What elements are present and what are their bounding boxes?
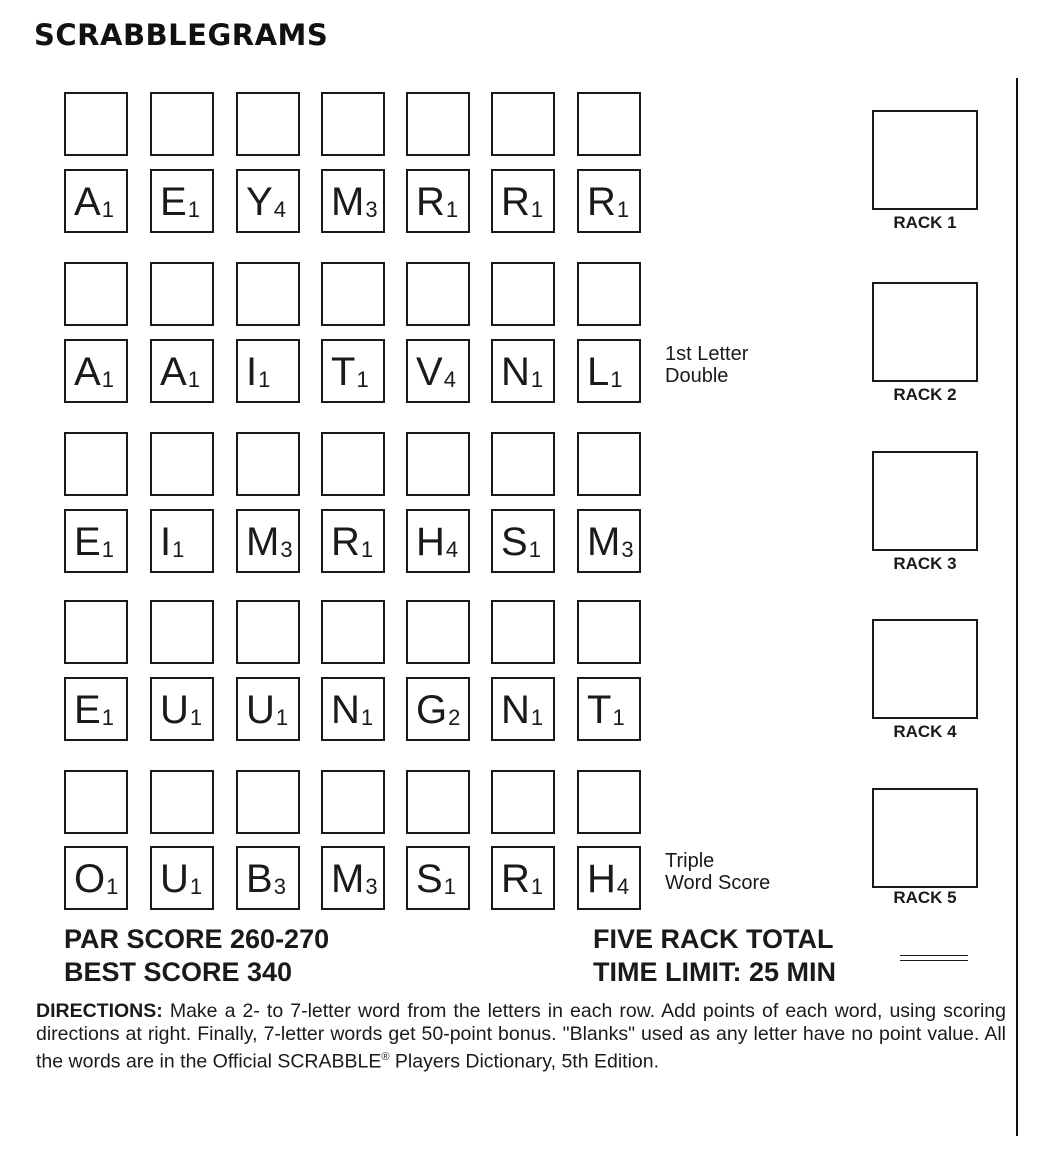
letter-tile[interactable]: [150, 846, 214, 910]
tile-face: [160, 518, 184, 574]
rack-score-box[interactable]: [872, 788, 978, 888]
letter-tile[interactable]: [406, 846, 470, 910]
tile-points: 1: [530, 705, 544, 730]
tile-points: 1: [610, 367, 623, 392]
answer-square[interactable]: [321, 770, 385, 834]
tile-letter: M: [587, 520, 621, 564]
answer-square[interactable]: [236, 600, 300, 664]
letter-tile[interactable]: [577, 677, 641, 741]
five-rack-total-entry[interactable]: [900, 955, 968, 961]
time-limit: TIME LIMIT: 25 MIN: [593, 957, 836, 987]
tile-points: 1: [189, 874, 203, 899]
answer-square[interactable]: [491, 92, 555, 156]
tile-letter: N: [331, 688, 360, 732]
letter-tile[interactable]: [64, 169, 128, 233]
puzzle-title: SCRABBLEGRAMS: [34, 18, 329, 52]
letter-tile[interactable]: [577, 509, 641, 573]
letter-tile[interactable]: [321, 509, 385, 573]
letter-tile[interactable]: [577, 846, 641, 910]
tile-face: [416, 855, 456, 911]
tile-face: [587, 348, 623, 404]
answer-square[interactable]: [150, 432, 214, 496]
rack-label: RACK 4: [893, 722, 957, 741]
answer-square[interactable]: [406, 432, 470, 496]
letter-tile[interactable]: [150, 509, 214, 573]
tile-points: 3: [621, 537, 634, 562]
tile-face: [587, 518, 634, 574]
tile-letter: E: [160, 180, 187, 224]
answer-square[interactable]: [236, 262, 300, 326]
answer-square[interactable]: [577, 262, 641, 326]
tile-face: [74, 855, 118, 911]
letter-tile[interactable]: [577, 339, 641, 403]
tile-points: 1: [356, 367, 369, 392]
letter-tile[interactable]: [406, 509, 470, 573]
tile-letter: I: [160, 520, 172, 564]
tile-letter: A: [160, 350, 187, 394]
tile-letter: H: [587, 857, 616, 901]
tile-points: 4: [616, 874, 630, 899]
rack-label: RACK 2: [893, 385, 957, 404]
tile-face: [246, 178, 286, 234]
tile-face: [160, 178, 200, 234]
tile-points: 1: [258, 367, 271, 392]
tile-face: [331, 686, 373, 742]
tile-face: [160, 686, 202, 742]
directions-text: [36, 1000, 1006, 1074]
letter-tile[interactable]: [491, 846, 555, 910]
tile-points: 3: [365, 197, 378, 222]
row-bonus-note: Triple Word Score: [665, 850, 771, 894]
tile-face: [246, 686, 288, 742]
rack-score-box[interactable]: [872, 110, 978, 210]
tile-face: [416, 686, 460, 742]
tile-face: [74, 178, 114, 234]
directions-body: Make a 2- to 7-letter word from the letters in each row. Add points of each word, using scoring directions at right. Finally, 7-letter words get 50-point bonus. "Blanks" used as any letter have no point value. All the words are in the Official SCRABBLE: [36, 1000, 1006, 1073]
tile-letter: U: [160, 857, 189, 901]
tile-letter: B: [246, 857, 273, 901]
letter-tile[interactable]: [577, 169, 641, 233]
tile-letter: G: [416, 688, 448, 732]
answer-square[interactable]: [64, 600, 128, 664]
tile-face: [246, 855, 286, 911]
answer-square[interactable]: [236, 432, 300, 496]
tile-letter: U: [160, 688, 189, 732]
answer-square[interactable]: [577, 432, 641, 496]
best-score: BEST SCORE 340: [64, 957, 293, 987]
letter-tile[interactable]: [236, 846, 300, 910]
tile-face: [501, 686, 543, 742]
letter-tile[interactable]: [64, 677, 128, 741]
tile-points: 1: [187, 197, 200, 222]
tile-letter: R: [416, 180, 445, 224]
tile-letter: E: [74, 520, 101, 564]
letter-tile[interactable]: [321, 846, 385, 910]
tile-points: 1: [172, 537, 185, 562]
letter-tile[interactable]: [406, 169, 470, 233]
tile-letter: V: [416, 350, 443, 394]
answer-square[interactable]: [150, 770, 214, 834]
tile-points: 3: [273, 874, 286, 899]
tile-letter: H: [416, 520, 445, 564]
letter-tile[interactable]: [64, 509, 128, 573]
answer-square[interactable]: [321, 92, 385, 156]
answer-square[interactable]: [491, 600, 555, 664]
tile-face: [416, 178, 458, 234]
letter-tile[interactable]: [64, 339, 128, 403]
tile-points: 1: [101, 537, 114, 562]
rack-score-box[interactable]: [872, 451, 978, 551]
answer-square[interactable]: [406, 262, 470, 326]
tile-points: 1: [360, 537, 374, 562]
tile-letter: M: [331, 180, 365, 224]
tile-letter: M: [331, 857, 365, 901]
letter-tile[interactable]: [64, 846, 128, 910]
tile-face: [246, 348, 270, 404]
answer-square[interactable]: [64, 262, 128, 326]
tile-face: [501, 518, 541, 574]
tile-face: [416, 348, 456, 404]
tile-face: [331, 855, 378, 911]
letter-tile[interactable]: [491, 169, 555, 233]
tile-face: [587, 178, 629, 234]
answer-square[interactable]: [236, 92, 300, 156]
answer-square[interactable]: [150, 92, 214, 156]
letter-tile[interactable]: [150, 339, 214, 403]
tile-points: 1: [530, 197, 544, 222]
answer-square[interactable]: [64, 92, 128, 156]
five-rack-total-label: FIVE RACK TOTAL: [593, 924, 834, 954]
tile-points: 1: [101, 367, 114, 392]
tile-letter: R: [331, 520, 360, 564]
tile-points: 1: [612, 705, 625, 730]
tile-letter: A: [74, 350, 101, 394]
letter-tile[interactable]: [236, 677, 300, 741]
answer-square[interactable]: [491, 770, 555, 834]
tile-face: [501, 178, 543, 234]
tile-points: 1: [101, 705, 114, 730]
tile-letter: T: [587, 688, 612, 732]
answer-square[interactable]: [577, 600, 641, 664]
answer-square[interactable]: [64, 770, 128, 834]
answer-square[interactable]: [577, 770, 641, 834]
tile-letter: R: [501, 180, 530, 224]
answer-square[interactable]: [406, 92, 470, 156]
tile-points: 1: [187, 367, 200, 392]
tile-letter: S: [416, 857, 443, 901]
letter-tile[interactable]: [491, 677, 555, 741]
answer-square[interactable]: [406, 770, 470, 834]
answer-square[interactable]: [577, 92, 641, 156]
answer-square[interactable]: [150, 600, 214, 664]
letter-tile[interactable]: [321, 677, 385, 741]
tile-letter: N: [501, 688, 530, 732]
tile-letter: R: [501, 857, 530, 901]
right-divider: [1016, 78, 1018, 1136]
tile-letter: R: [587, 180, 616, 224]
rack-label: RACK 5: [893, 888, 957, 907]
tile-face: [74, 518, 114, 574]
tile-points: 1: [443, 874, 456, 899]
tile-letter: M: [246, 520, 280, 564]
letter-tile[interactable]: [491, 509, 555, 573]
tile-points: 1: [616, 197, 630, 222]
letter-tile[interactable]: [236, 339, 300, 403]
answer-square[interactable]: [491, 262, 555, 326]
tile-face: [160, 348, 200, 404]
letter-tile[interactable]: [406, 677, 470, 741]
tile-points: 1: [530, 367, 544, 392]
answer-square[interactable]: [321, 262, 385, 326]
directions-lead: DIRECTIONS:: [36, 1000, 163, 1022]
tile-points: 4: [273, 197, 286, 222]
tile-points: 1: [275, 705, 289, 730]
tile-face: [331, 178, 378, 234]
tile-letter: A: [74, 180, 101, 224]
tile-face: [501, 348, 543, 404]
rack-label: RACK 1: [893, 213, 957, 232]
row-bonus-note: 1st Letter Double: [665, 343, 749, 387]
tile-points: 1: [528, 537, 541, 562]
tile-face: [331, 348, 369, 404]
letter-tile[interactable]: [406, 339, 470, 403]
letter-tile[interactable]: [321, 169, 385, 233]
tile-points: 1: [189, 705, 203, 730]
rack-label: RACK 3: [893, 554, 957, 573]
par-score: PAR SCORE 260-270: [64, 924, 330, 954]
tile-points: 1: [445, 197, 459, 222]
tile-letter: O: [74, 857, 106, 901]
rack-score-box[interactable]: [872, 619, 978, 719]
tile-face: [416, 518, 458, 574]
tile-letter: L: [587, 350, 610, 394]
tile-points: 3: [365, 874, 378, 899]
tile-face: [160, 855, 202, 911]
tile-points: 1: [106, 874, 119, 899]
tile-face: [501, 855, 543, 911]
tile-points: 4: [443, 367, 456, 392]
tile-letter: U: [246, 688, 275, 732]
tile-points: 4: [445, 537, 459, 562]
tile-letter: I: [246, 350, 258, 394]
letter-tile[interactable]: [491, 339, 555, 403]
tile-letter: E: [74, 688, 101, 732]
tile-letter: S: [501, 520, 528, 564]
tile-face: [246, 518, 293, 574]
answer-square[interactable]: [321, 432, 385, 496]
letter-tile[interactable]: [236, 169, 300, 233]
directions-tail: Players Dictionary, 5th Edition.: [389, 1050, 660, 1073]
tile-face: [587, 855, 629, 911]
letter-tile[interactable]: [150, 677, 214, 741]
answer-square[interactable]: [150, 262, 214, 326]
tile-letter: T: [331, 350, 356, 394]
tile-face: [587, 686, 625, 742]
tile-points: 1: [360, 705, 374, 730]
tile-points: 1: [530, 874, 544, 899]
tile-face: [331, 518, 373, 574]
registered-mark: ®: [381, 1051, 390, 1063]
tile-face: [74, 348, 114, 404]
letter-tile[interactable]: [150, 169, 214, 233]
tile-points: 3: [280, 537, 293, 562]
answer-square[interactable]: [321, 600, 385, 664]
answer-square[interactable]: [491, 432, 555, 496]
answer-square[interactable]: [236, 770, 300, 834]
answer-square[interactable]: [406, 600, 470, 664]
tile-face: [74, 686, 114, 742]
letter-tile[interactable]: [321, 339, 385, 403]
tile-points: 1: [101, 197, 114, 222]
answer-square[interactable]: [64, 432, 128, 496]
rack-score-box[interactable]: [872, 282, 978, 382]
tile-letter: N: [501, 350, 530, 394]
tile-points: 2: [448, 705, 461, 730]
tile-letter: Y: [246, 180, 273, 224]
letter-tile[interactable]: [236, 509, 300, 573]
